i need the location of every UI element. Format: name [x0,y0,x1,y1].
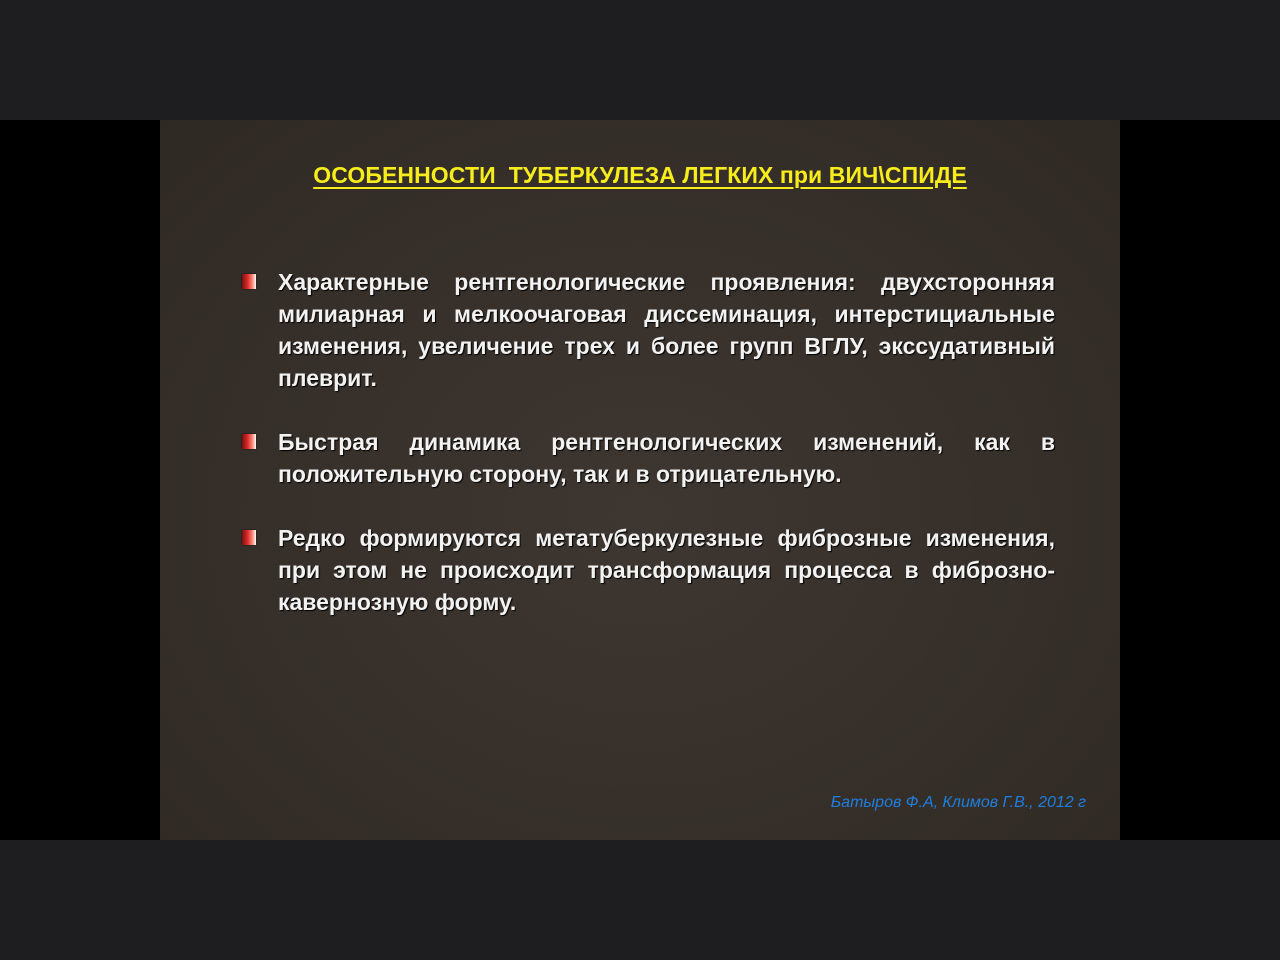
bottom-toolbar-area [0,840,1280,960]
slide-title: ОСОБЕННОСТИ ТУБЕРКУЛЕЗА ЛЕГКИХ при ВИЧ\СПИДЕ [313,162,967,188]
square-bullet-icon [242,274,256,289]
bullet-text: Характерные рентгенологические проявления: двухсторонняя милиарная и мелкоочаговая диссеминация, интерстициальные изменения, увеличение трех и более групп ВГЛУ, экссудативный плеврит. [278,269,1055,391]
square-bullet-icon [242,530,256,545]
bullet-item [240,522,1055,618]
bullet-text: Быстрая динамика рентгенологических изменений, как в положительную сторону, так и в отрицательную. [278,429,1055,487]
slide [160,120,1120,840]
bullet-item [240,266,1055,394]
square-bullet-icon [242,434,256,449]
citation: Батыров Ф.А, Климов Г.В., 2012 г [830,794,1086,811]
bullet-text: Редко формируются метатуберкулезные фиброзные изменения, при этом не происходит трансформация процесса в фиброзно-кавернозную форму. [278,525,1055,615]
bullet-item [240,426,1055,490]
top-toolbar-area [0,0,1280,120]
bullet-list [240,266,1055,650]
